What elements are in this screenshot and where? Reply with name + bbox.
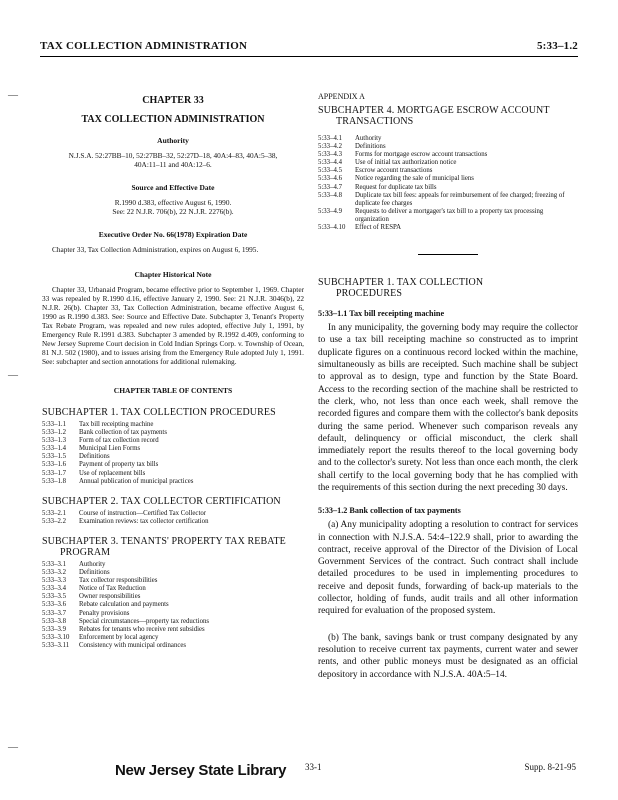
list-item: 5:33–3.8 Special circumstances—property tax reductions [42,617,210,625]
subchapter-4-list [318,135,578,232]
list-item: 5:33–3.2 Definitions [42,569,110,577]
list-item: 5:33–1.6 Payment of property tax bills [42,461,159,469]
margin-mark: — [8,90,18,101]
appendix-label: APPENDIX A [318,92,365,101]
left-column [42,92,304,650]
list-item: 5:33–3.5 Owner responsibilities [42,593,141,601]
list-item: 5:33–1.8 Annual publication of municipal practices [42,477,194,485]
exec-order-heading: Executive Order No. 66(1978) Expiration Date [98,230,248,239]
library-stamp: New Jersey State Library [115,762,287,779]
list-item: 5:33–4.10 Effect of RESPA [318,224,402,232]
source-heading: Source and Effective Date [131,183,215,192]
historical-note-heading: Chapter Historical Note [134,270,212,279]
section-1-2-paragraph-a: (a) Any municipality adopting a resolution to contract for services in connection with N.J.S.A. 54:4–122.9 shall, prior to awarding the contract, receive approval of the Director of the Division of Local Government Services of the contract. Such contract shall include detailed procedures to be used in implementing procedures to receive and deposit funds, forwarding of back-up materials to the collector, holding of funds, audit trails and all other information required for evaluation of the proposed system. [318,520,578,617]
list-item: 5:33–3.7 Penalty provisions [42,609,130,617]
section-1-2-heading: 5:33–1.2 Bank collection of tax payments [318,506,461,516]
list-item: 5:33–3.4 Notice of Tax Reduction [42,585,146,593]
list-item: 5:33–1.5 Definitions [42,453,110,461]
chapter-title: TAX COLLECTION ADMINISTRATION [81,114,265,125]
list-item: 5:33–4.9 Requests to deliver a mortgager's tax bill to a property tax processing organization [318,207,544,223]
subchapter-4-heading-cont: TRANSACTIONS [336,116,414,127]
subchapter-1-list [42,421,304,486]
list-item: 5:33–2.2 Examination reviews: tax collector certification [42,517,209,525]
list-item: 5:33–3.11 Consistency with municipal ordinances [42,641,187,649]
source-line-1: R.1990 d.383, effective August 6, 1990. [114,198,232,207]
list-item: 5:33–2.1 Course of instruction—Certified Tax Collector [42,509,207,517]
list-item: 5:33–4.4 Use of initial tax authorization notice [318,159,457,167]
subchapter-3-list [42,561,304,650]
historical-note-text: Chapter 33, Urbanaid Program, became effective prior to September 1, 1969. Chapter 33 was repealed by R.1990 d.16, effective January 2, 1990. See: 21 N.J.R. 3046(b), 22 N.J.R. 26(b). Chapter 33, Tax Collection Administration, became effective August 6, 1990 as R.1990 d.383. See: Source and Effective Date. Subchapter 3, Tenant's Property Tax Rebate Program, was repealed and new rules adopted, effective July 1, 1991, by Emergency Rule R.1991 d.383. Subchapter 3 amended by R.1992 d.409, conforming to New Jersey Supreme Court decision in Cold Indian Springs Corp. v. Township of Ocean, 81 N.J. 502 (1980), and to issues arising from the Emergency Rule adopted July 1, 1991. See: subchapter and section annotations for additional rulemaking. [42,285,304,366]
list-item: 5:33–1.7 Use of replacement bills [42,469,146,477]
list-item: 5:33–4.2 Definitions [318,143,386,151]
header-title: TAX COLLECTION ADMINISTRATION [40,40,248,52]
authority-text: N.J.S.A. 52:27BB–10, 52:27BB–32, 52:27D–18, 40A:4–83, 40A:5–38, 40A:11–11 and 40A:12–6. [68,151,278,169]
source-line-2: See: 22 N.J.R. 706(b), 22 N.J.R. 2276(b). [112,207,234,216]
subchapter-3-heading-cont: PROGRAM [60,546,111,558]
list-item: 5:33–3.6 Rebate calculation and payments [42,601,169,609]
header-section: 5:33–1.2 [536,40,578,52]
margin-mark: — [8,742,18,753]
subchapter-2-heading: SUBCHAPTER 2. TAX COLLECTOR CERTIFICATION [42,495,281,507]
right-column [318,92,578,681]
toc-heading: CHAPTER TABLE OF CONTENTS [113,386,233,395]
list-item: 5:33–4.5 Escrow account transactions [318,167,433,175]
subchapter-3-heading: SUBCHAPTER 3. TENANTS' PROPERTY TAX REBATE [42,535,286,547]
list-item: 5:33–1.3 Form of tax collection record [42,437,159,445]
section-1-2-paragraph-b: (b) The bank, savings bank or trust company designated by any resolution to receive current tax payments, current water and sewer rents, and other public moneys must be designated as an official depository in accordance with N.J.S.A. 40A:5–14. [318,632,578,680]
list-item: 5:33–1.1 Tax bill receipting machine [42,421,154,428]
list-item: 5:33–3.10 Enforcement by local agency [42,633,159,641]
page-number: 33-1 [305,762,322,772]
list-item: 5:33–4.8 Duplicate tax bill fees: appeals for reimbursement of fee charged; freezing of duplicate fee charges [318,191,565,207]
supplement-date: Supp. 8-21-95 [524,762,576,772]
section-1-1-text: In any municipality, the governing body may require the collector to use a tax bill receipting machine so constructed as to imprint duplicate figures on a continuous record locked within the machine, simultaneously as bills are receipted. Such machine shall be subject to approval as to design, type and function by the State Board. Access to the recording section of the machine shall be restricted to the clerk, who, not less than once each week, shall remove the recorded figures and compare them with the collector's bank deposits during the same period. Whenever such comparison reveals any default, delinquency or official misconduct, the clerk shall immediately report the results thereof to the local governing body and to the collector's surety. Not less than once each month, the clerk shall certify to the local governing body that he has complied with the requirements of this section during the next preceding 30 days. [318,323,578,493]
subchapter-2-list [42,510,304,526]
list-item: 5:33–3.1 Authority [42,560,106,568]
list-item: 5:33–4.6 Notice regarding the sale of municipal liens [318,175,474,183]
subchapter-1-title: SUBCHAPTER 1. TAX COLLECTION [318,277,484,289]
subchapter-1-heading: SUBCHAPTER 1. TAX COLLECTION PROCEDURES [42,407,276,418]
section-divider [418,254,478,255]
authority-heading: Authority [157,136,189,145]
running-header [40,38,578,57]
list-item: 5:33–3.9 Rebates for tenants who receive rent subsidies [42,625,205,633]
subchapter-1-title-cont: PROCEDURES [336,288,403,300]
margin-mark: — [8,370,18,381]
list-item: 5:33–4.3 Forms for mortgage escrow account transactions [318,151,488,159]
chapter-number: CHAPTER 33 [142,95,204,106]
section-1-1-heading: 5:33–1.1 Tax bill receipting machine [318,309,445,319]
list-item: 5:33–1.2 Bank collection of tax payments [42,429,167,437]
list-item: 5:33–4.1 Authority [318,135,382,142]
list-item: 5:33–3.3 Tax collector responsibilities [42,577,158,585]
subchapter-4-heading: SUBCHAPTER 4. MORTGAGE ESCROW ACCOUNT [318,105,550,116]
list-item: 5:33–1.4 Municipal Lien Forms [42,445,141,453]
exec-order-text: Chapter 33, Tax Collection Administration, expires on August 6, 1995. [52,245,259,254]
list-item: 5:33–4.7 Request for duplicate tax bills [318,183,437,191]
